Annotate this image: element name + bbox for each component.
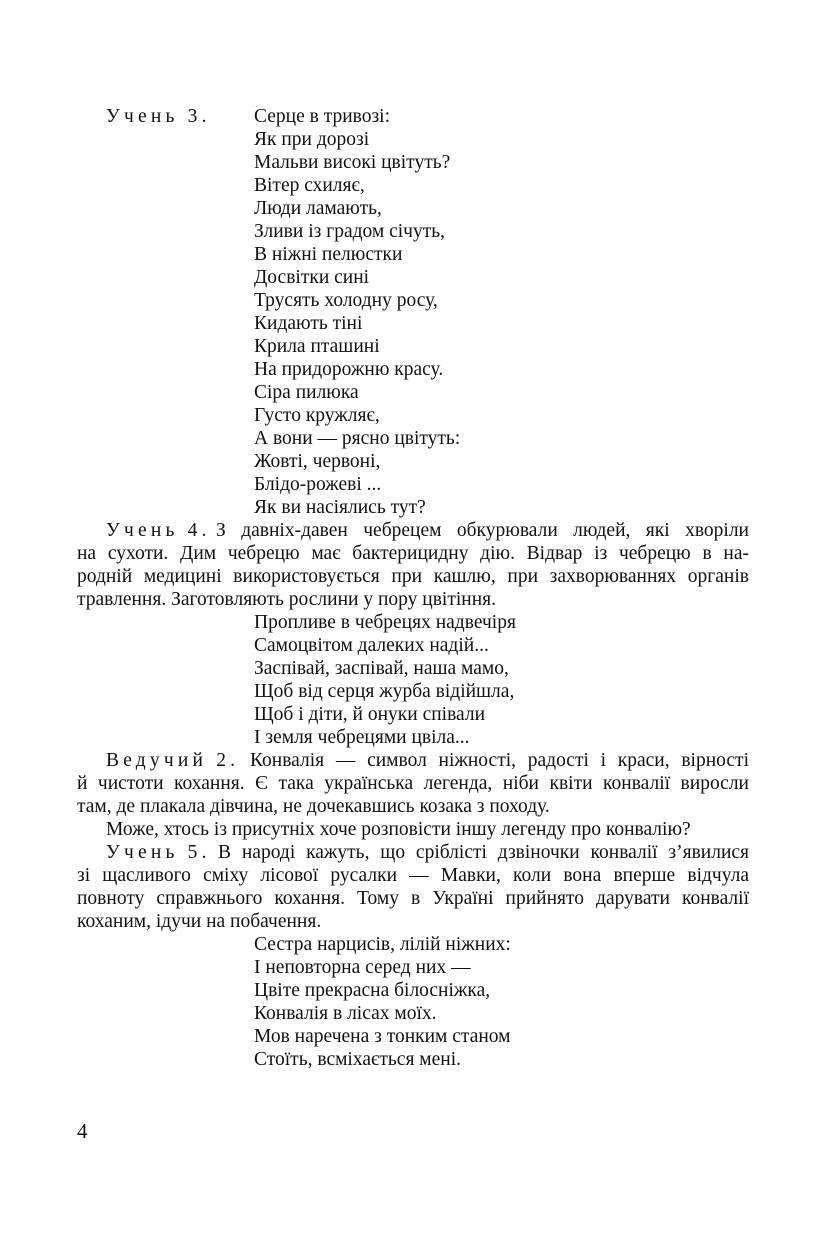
verse-line: Люди ламають,: [254, 198, 382, 219]
verse-line: Кидають тіні: [254, 313, 363, 334]
prose-line: Конвалія — символ ніжності, радості і краси, вірності: [250, 750, 749, 771]
verse-line: Як ви насіялись тут?: [254, 497, 426, 518]
verse-line: І земля чебрецями цвіла...: [254, 727, 470, 748]
page-number: 4: [77, 1119, 88, 1143]
prose-line: родній медицині використовується при кашлю, при захворюваннях органів: [77, 566, 749, 587]
verse-line: І неповторна серед них —: [254, 957, 471, 978]
verse-line: Жовті, червоні,: [254, 451, 381, 472]
verse-line: Цвіте прекрасна білосніжка,: [254, 980, 491, 1001]
speaker-label: Ведучий 2.: [106, 750, 240, 771]
prose-line: зі щасливого сміху лісової русалки — Мавки, коли вона вперше відчула: [77, 865, 749, 886]
prose-line: й чистоти кохання. Є така українська легенда, ніби квіти конвалії виросли: [77, 773, 749, 794]
verse-line: Щоб і діти, й онуки співали: [254, 704, 486, 725]
verse-line: Досвітки сині: [254, 267, 370, 288]
verse-line: Серце в тривозі:: [254, 106, 391, 127]
verse-line: Щоб від серця журба відійшла,: [254, 681, 515, 702]
verse-line: На придорожню красу.: [254, 359, 444, 380]
prose-line: травлення. Заготовляють рослини у пору цвітіння.: [77, 589, 496, 610]
verse-line: Трусять холодну росу,: [254, 290, 438, 311]
verse-line: Вітер схиляє,: [254, 175, 365, 196]
verse-line: Як при дорозі: [254, 129, 370, 150]
verse-line: В ніжні пелюстки: [254, 244, 403, 265]
verse-line: Заспівай, заспівай, наша мамо,: [254, 658, 509, 679]
verse-line: Крила пташині: [254, 336, 380, 357]
prose-line: на сухоти. Дим чебрецю має бактерицидну дію. Відвар із чебрецю в на-: [77, 543, 749, 564]
prose-line: там, де плакала дівчина, не дочекавшись козака з походу.: [77, 796, 550, 817]
prose-line: повноту справжнього кохання. Тому в Україні прийнято дарувати конвалії: [77, 888, 749, 909]
verse-line: Сіра пилюка: [254, 382, 359, 403]
speaker-label: Учень 5.: [106, 842, 211, 863]
prose-line: Може, хтось із присутніх хоче розповісти іншу легенду про конвалію?: [106, 819, 691, 840]
verse-line: Мов наречена з тонким станом: [254, 1026, 511, 1047]
verse-line: Самоцвітом далеких надій...: [254, 635, 489, 656]
verse-line: Сестра нарцисів, лілій ніжних:: [254, 934, 511, 955]
prose-line: коханим, ідучи на побачення.: [77, 911, 322, 932]
verse-line: Конвалія в лісах моїх.: [254, 1003, 437, 1024]
verse-line: Стоїть, всміхається мені.: [254, 1049, 462, 1070]
speaker-label: Учень 3.: [106, 106, 211, 127]
verse-line: А вони — рясно цвітуть:: [254, 428, 461, 449]
verse-line: Блідо-рожеві ...: [254, 474, 382, 495]
prose-line: В народі кажуть, що сріблісті дзвіночки конвалії з’явилися: [218, 842, 749, 863]
prose-line: З давніх-давен чебрецем обкурювали людей, які хворіли: [216, 520, 749, 541]
verse-line: Мальви високі цвітуть?: [254, 152, 451, 173]
verse-line: Пропливе в чебрецях надвечіря: [254, 612, 516, 633]
verse-line: Густо кружляє,: [254, 405, 380, 426]
verse-line: Зливи із градом січуть,: [254, 221, 446, 242]
speaker-label: Учень 4.: [106, 520, 211, 541]
